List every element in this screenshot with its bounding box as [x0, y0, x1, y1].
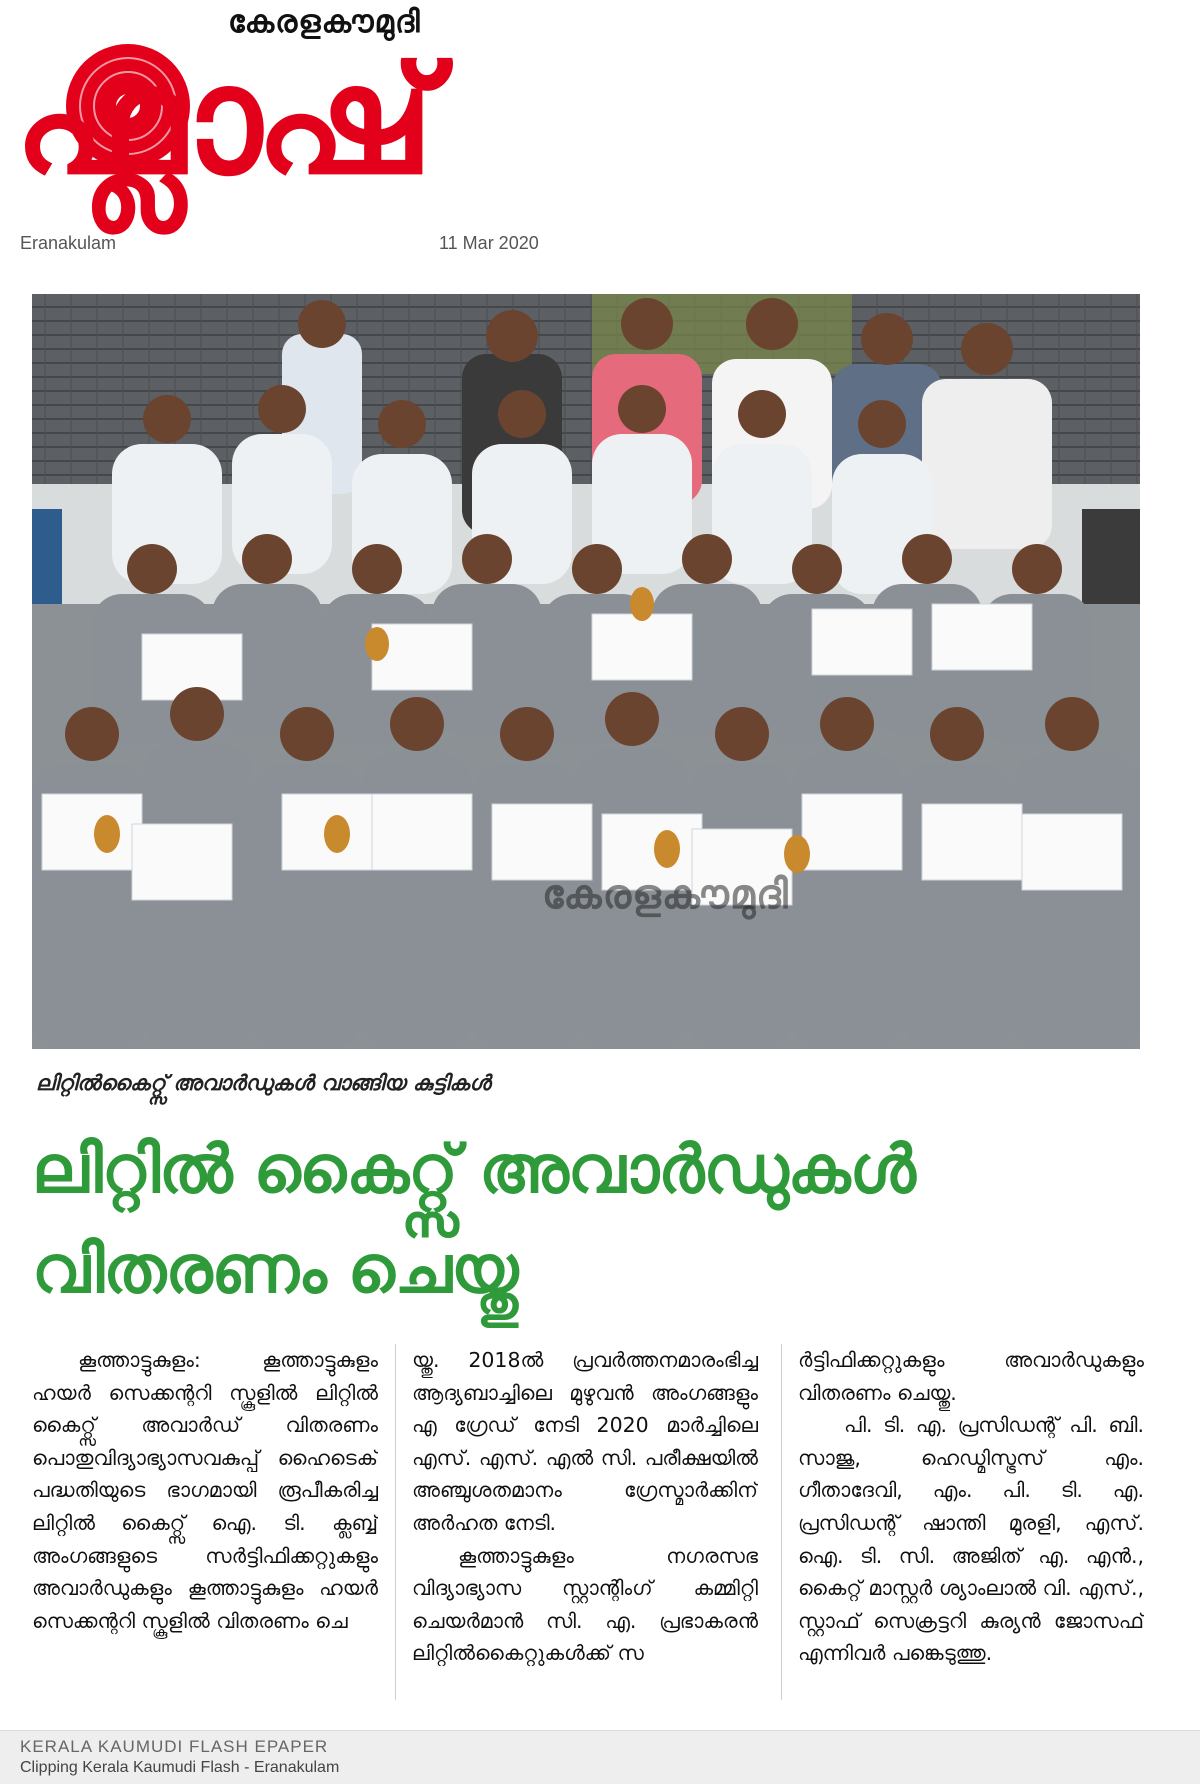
- article-paragraph: കൂത്താട്ടുകുളം നഗരസഭ വിദ്യാഭ്യാസ സ്റ്റാന്റിംഗ് കമ്മിറ്റി ചെയർമാൻ സി. എ. പ്രഭാകരൻ ലിറ്റിൽകൈറ്റുകൾക്ക് സ: [412, 1543, 758, 1666]
- footer-subtitle: Clipping Kerala Kaumudi Flash - Eranakulam: [20, 1759, 340, 1776]
- article-body: [32, 1344, 1152, 1704]
- column-divider: [395, 1344, 396, 1700]
- watermark-text: കേരളകൗമുദി: [542, 872, 789, 918]
- article-paragraph: ർട്ടിഫിക്കറ്റുകളും അവാർഡുകളും വിതരണം ചെയ്തു.: [798, 1348, 1144, 1405]
- article-paragraph: യ്തു. 2018ൽ പ്രവർത്തനമാരംഭിച്ച ആദ്യബാച്ചിലെ മുഴുവൻ അംഗങ്ങളും എ ഗ്രേഡ് നേടി 2020 മാർച്ചിലെ എസ്. എസ്. എൽ സി. പരീക്ഷയിൽ അഞ്ചുശതമാനം ഗ്രേസ്മാർക്കിന് അർഹത നേടി.: [412, 1348, 758, 1535]
- photo-caption: ലിറ്റിൽകൈറ്റ്സ് അവാർഡുകൾ വാങ്ങിയ കുട്ടികൾ: [36, 1071, 491, 1095]
- article-column-1: [32, 1344, 378, 1700]
- brand-name-large: ഫ്ലാഷ്: [14, 34, 428, 208]
- article-paragraph: പി. ടി. എ. പ്രസിഡന്റ് പി. ബി. സാജു, ഹെഡ്മിസ്ട്രസ് എം. ഗീതാദേവി, എം. പി. ടി. എ. പ്രസിഡന്റ് ഷാന്തി മുരളി, എസ്. ഐ. ടി. സി. അജിത് എ. എൻ., കൈറ്റ് മാസ്റ്റർ ശ്യാംലാൽ വി. എസ്., സ്റ്റാഫ് സെക്രട്ടറി കുര്യൻ ജോസഫ് എന്നിവർ പങ്കെടുത്തു.: [798, 1413, 1144, 1666]
- brand-name-small: കേരളകൗമുദി: [228, 4, 421, 40]
- group-photo: [32, 294, 1140, 1049]
- footer: [0, 1730, 1200, 1784]
- article-column-3: [798, 1344, 1144, 1700]
- group-photo-illustration: [32, 294, 1140, 1049]
- article-column-2: [412, 1344, 758, 1700]
- column-divider: [781, 1344, 782, 1700]
- article-paragraph: കൂത്താട്ടുകുളം: കൂത്താട്ടുകുളം ഹയർ സെക്കന്ററി സ്കൂളിൽ ലിറ്റിൽ കൈറ്റ്സ് അവാർഡ് വിതരണം പൊതുവിദ്യാഭ്യാസവകുപ്പ് ഹൈടെക് പദ്ധതിയുടെ ഭാഗമായി രൂപീകരിച്ച ലിറ്റിൽ കൈറ്റ്സ് ഐ. ടി. ക്ലബ്ബ് അംഗങ്ങളുടെ സർട്ടിഫിക്കറ്റുകളും അവാർഡുകളും കൂത്താട്ടുകുളം ഹയർ സെക്കന്ററി സ്കൂളിൽ വിതരണം ചെ: [32, 1348, 378, 1633]
- headline: [32, 1120, 1162, 1320]
- edition-label: Eranakulam: [20, 233, 117, 253]
- publication-date: 11 Mar 2020: [439, 233, 539, 253]
- masthead: [0, 0, 1200, 270]
- headline-line-1: ലിറ്റിൽ കൈറ്റ്സ് അവാർഡുകൾ: [32, 1131, 915, 1208]
- footer-title: KERALA KAUMUDI FLASH EPAPER: [20, 1737, 329, 1756]
- headline-line-2: വിതരണം ചെയ്തു: [32, 1231, 518, 1308]
